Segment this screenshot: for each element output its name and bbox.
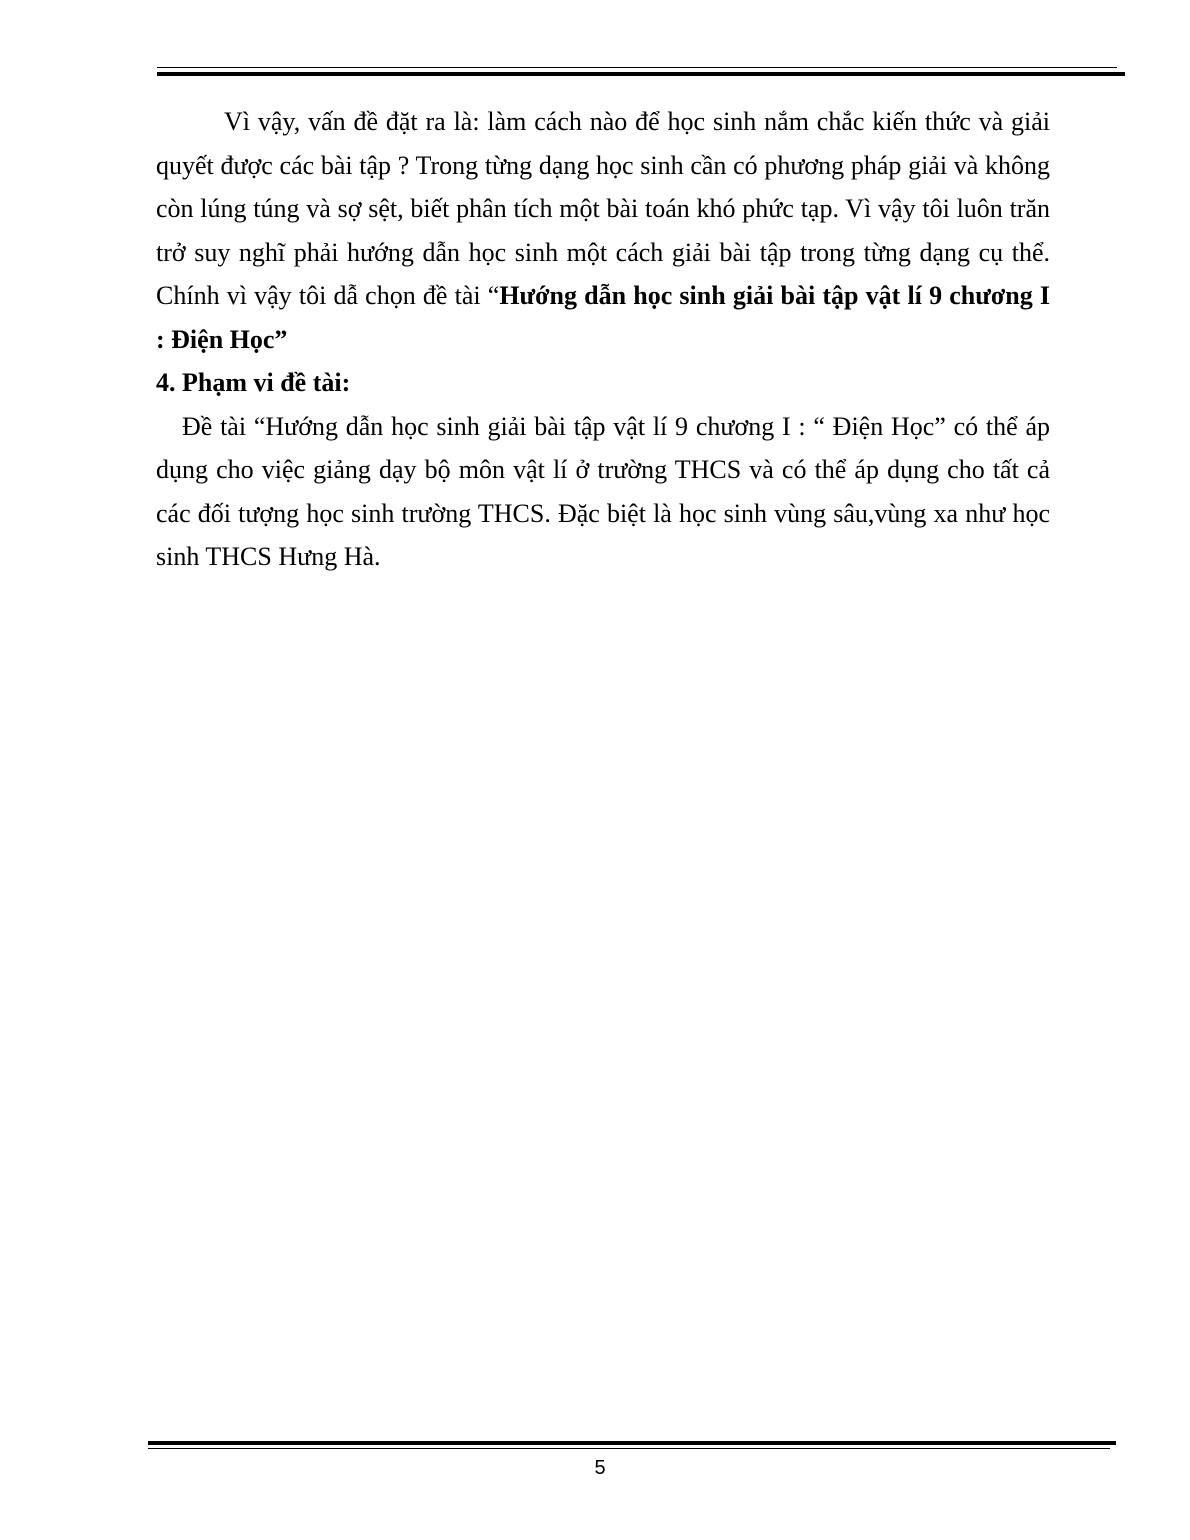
paragraph-1-text: Vì vậy, vấn đề đặt ra là: làm cách nào để học sinh nắm chắc kiến thức và giải quyết được các bài tập ? Trong từng dạng học sinh cần có phương pháp giải và không còn lúng túng và sợ sệt, biết phân tích một bài toán khó phức tạp. Vì vậy tôi luôn trăn trở suy nghĩ phải hướng dẫn học sinh một cách giải bài tập trong từng dạng cụ thể. Chính vì vậy tôi dẫ chọn đề tài “	[156, 107, 1050, 310]
footer-rule-thin-line	[148, 1448, 1110, 1449]
footer-rule-thick-line	[148, 1441, 1116, 1445]
header-rule-thick-line	[157, 72, 1125, 76]
section-4-heading: 4. Phạm vi đề tài:	[156, 368, 351, 397]
section-4-body: Đề tài “Hướng dẫn học sinh giải bài tập vật lí 9 chương I : “ Điện Học” có thể áp dụng cho việc giảng dạy bộ môn vật lí ở trường THCS và có thể áp dụng cho tất cả các đối tượng học sinh trường THCS. Đặc biệt là học sinh vùng sâu,vùng xa như học sinh THCS Hưng Hà.	[156, 411, 1050, 571]
document-body	[156, 100, 1050, 579]
header-rule-thin-line	[157, 67, 1117, 68]
topic-title-bold: Hướng dẫn học sinh giải bài tập vật lí 9 chương I : Điện Học”	[156, 281, 1050, 354]
page-number: 5	[594, 1457, 606, 1479]
header-rule	[0, 0, 1190, 80]
paragraph-problem-statement	[156, 100, 1050, 361]
